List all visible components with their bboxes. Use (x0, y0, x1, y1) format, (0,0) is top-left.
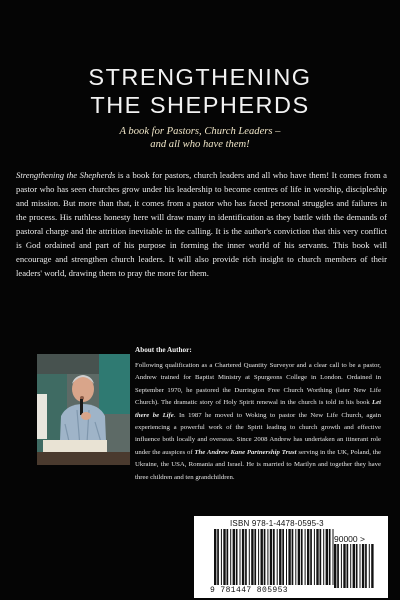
barcode-bar (251, 529, 253, 585)
barcode-bar (323, 529, 324, 585)
barcode-bar (230, 529, 231, 585)
barcode-bar (337, 544, 339, 588)
barcode-bar (240, 529, 241, 585)
barcode-bar (217, 529, 219, 585)
isbn-label: ISBN 978-1-4478-0595-3 (230, 519, 324, 528)
barcode-bar (254, 529, 256, 585)
barcode-bar (221, 529, 222, 585)
book-blurb (16, 168, 387, 280)
barcode-bar (282, 529, 284, 585)
title-line-2: THE SHEPHERDS (90, 92, 310, 118)
barcode-bar (305, 529, 306, 585)
barcode-bar (353, 544, 355, 588)
barcode-bar (329, 529, 331, 585)
barcode-main (214, 529, 334, 587)
barcode-bar (245, 529, 247, 585)
barcode-addon (334, 544, 374, 588)
barcode-bar (371, 544, 373, 588)
author-photo (37, 354, 130, 465)
barcode-bar (236, 529, 238, 585)
barcode-bar (362, 544, 364, 588)
barcode-bar (295, 529, 296, 585)
barcode-bar (227, 529, 229, 585)
barcode-bar (307, 529, 309, 585)
about-author-heading: About the Author: (135, 346, 192, 354)
barcode-bar (277, 529, 278, 585)
barcode-bar (298, 529, 300, 585)
barcode-bar (360, 544, 361, 588)
barcode-panel (194, 516, 388, 598)
barcode-bar (343, 544, 345, 588)
barcode-bar (316, 529, 318, 585)
barcode-bar (261, 529, 263, 585)
barcode-bar (223, 529, 225, 585)
author-bio-part-3: serving in the UK, Poland, the Ukraine, the USA, Romania and Israel. He is married to Marilyn and together they have three children and ten grandchildren. (135, 448, 381, 481)
barcode-bar (341, 544, 342, 588)
barcode-bar (320, 529, 322, 585)
barcode-bar (314, 529, 315, 585)
author-bio-part-2: . In 1987 he moved to Woking to pastor the New Life Church, again experiencing a powerful work of the Spirit leading to church growth and effective influence both locally and overseas. Since 2008 Andrew has undertaken an itinerant role under the auspices of (135, 411, 381, 456)
barcode-bar (288, 529, 290, 585)
barcode-bar (214, 529, 216, 585)
barcode-bar (258, 529, 259, 585)
barcode-bar (350, 544, 351, 588)
barcode-bar (264, 529, 266, 585)
barcode-bar (334, 544, 336, 588)
price-code: 90000 > (334, 534, 365, 544)
blurb-book-title: Strengthening the Shepherds (16, 170, 116, 180)
barcode-bar (279, 529, 281, 585)
author-trust-name: The Andrew Kane Partnership Trust (194, 448, 297, 456)
barcode-bar (326, 529, 328, 585)
subtitle (0, 126, 400, 151)
blurb-body: is a book for pastors, church leaders and all who have them! It comes from a pastor who has seen churches grow under his leadership to become centres of life in worship, discipleship and mission. But more than that, it comes from a pastor who has faced personal struggles and failures in the process. His ruthless honesty here will draw many in identification as they battle with the demands of pastoral charge and the attrition inevitable in the calling. It is the author's conviction that this very conflict is God ordained and part of his purpose in forming the inner world of his servants. This book will encourage and strengthen church leaders. It will also provide rich insight to church members of their leaders' world, drawing them to pray the more for them. (16, 170, 388, 278)
barcode-bar (270, 529, 272, 585)
barcode-bar (273, 529, 275, 585)
about-author-text (135, 360, 381, 484)
barcode-bar (310, 529, 312, 585)
barcode-bar (365, 544, 367, 588)
barcode-bar (369, 544, 370, 588)
barcode-bar (356, 544, 358, 588)
barcode-bar (242, 529, 244, 585)
title-line-1: STRENGTHENING (88, 64, 312, 90)
barcode-bar (347, 544, 349, 588)
subtitle-line-1: A book for Pastors, Church Leaders – (119, 126, 281, 137)
barcode-bar (267, 529, 268, 585)
author-photo-image (37, 354, 130, 465)
author-bio-part-1: Following qualification as a Chartered Quantity Surveyor and a clear call to be a pastor, Andrew trained for Baptist Ministry at Spurgeons College in London. Ordained in September 1970, he pastored the Durrington Free Church Worthing (later New Life Church). The dramatic story of Holy Spirit renewal in the church is told in his book (135, 362, 381, 407)
barcode-number: 9 781447 805953 (210, 586, 289, 595)
barcode-bar (292, 529, 294, 585)
author-book-title: Let there be Life (135, 399, 381, 419)
barcode-bar (249, 529, 250, 585)
barcode-bar (286, 529, 287, 585)
subtitle-line-2: and all who have them! (150, 138, 250, 150)
barcode-bar (301, 529, 303, 585)
barcode-bar (233, 529, 235, 585)
